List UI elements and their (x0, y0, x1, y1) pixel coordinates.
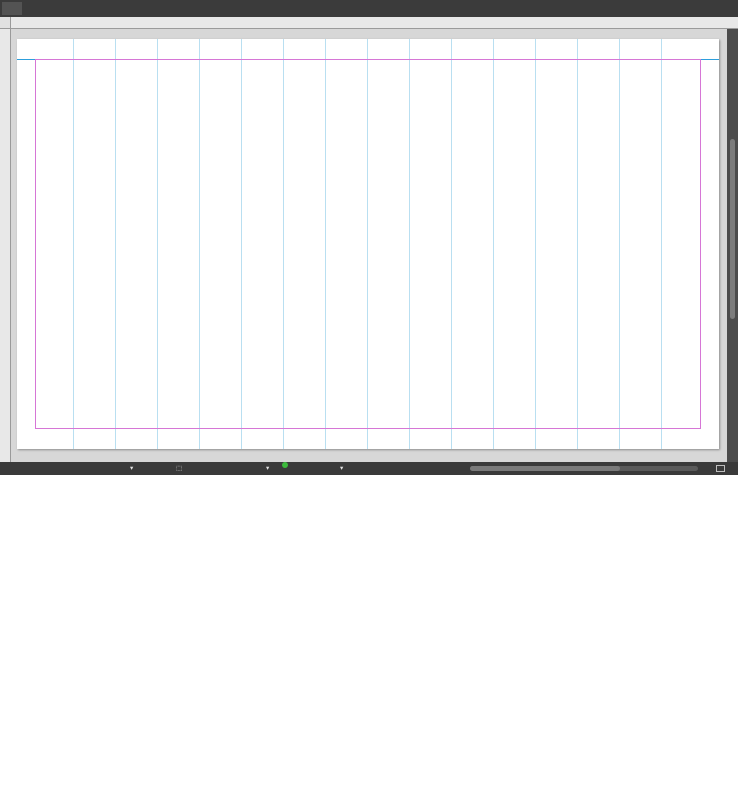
ruler-origin-corner[interactable] (0, 17, 11, 29)
pasteboard[interactable] (11, 29, 727, 462)
status-ok-icon (282, 462, 288, 468)
open-page-icon[interactable]: ⬚ (176, 465, 183, 472)
document-page[interactable] (17, 39, 719, 449)
vertical-scroll-thumb[interactable] (730, 139, 735, 319)
preflight-profile-chevron-icon[interactable]: ▾ (266, 465, 270, 472)
document-tab-bar (0, 0, 738, 17)
text-frame-column-1[interactable] (41, 66, 193, 73)
horizontal-ruler[interactable] (11, 17, 738, 29)
horizontal-scrollbar[interactable] (470, 466, 698, 471)
status-bar (0, 462, 738, 475)
resize-window-icon[interactable] (716, 465, 725, 472)
document-tab[interactable] (2, 2, 22, 15)
page-margins (35, 59, 701, 429)
horizontal-scroll-thumb[interactable] (470, 466, 620, 471)
preflight-menu-chevron-icon[interactable]: ▾ (340, 465, 344, 472)
text-frame-column-3[interactable] (384, 66, 536, 73)
text-frame-column-4[interactable] (555, 66, 707, 73)
vertical-scrollbar[interactable] (727, 29, 738, 462)
vertical-ruler[interactable] (0, 29, 11, 462)
page-menu-chevron-icon[interactable]: ▾ (130, 465, 134, 472)
text-frame-column-2[interactable] (213, 66, 365, 73)
